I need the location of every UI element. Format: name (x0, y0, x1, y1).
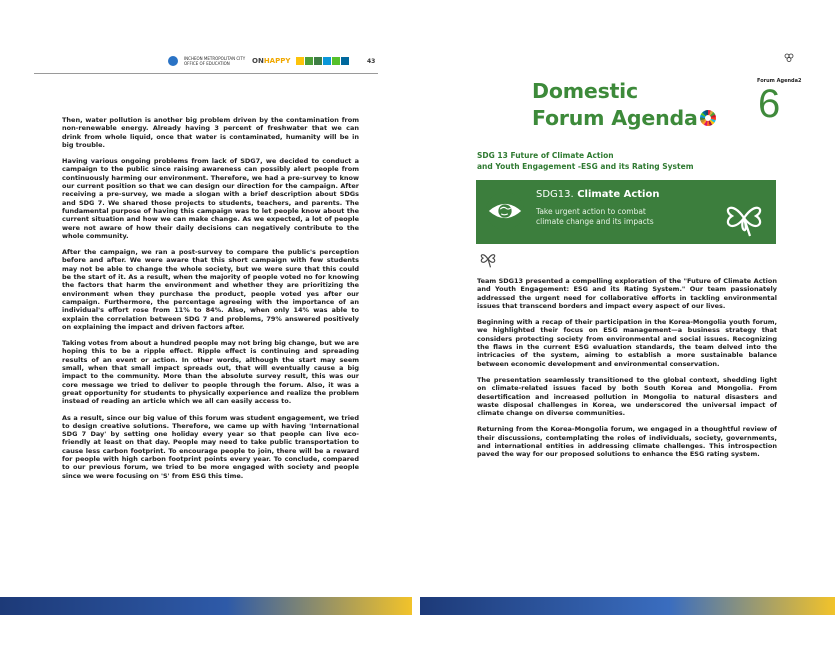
left-page (0, 0, 417, 645)
eye-globe-icon (486, 192, 524, 230)
paragraph: Beginning with a recap of their participation in the Korea-Mongolia youth forum, we highlighted their focus on ESG management—a business strategy that considers protecting society from environmental and social issues. Recognizing the flaws in the current ESG evaluation standards, the team delved into the intricacies of the system, aiming to establish a more sustainable balance between economic development and environmental conservation. (477, 318, 777, 368)
title-line-1: Domestic (532, 79, 638, 103)
clover-icon (783, 52, 795, 64)
right-body-text (477, 277, 777, 467)
subtitle (477, 150, 694, 172)
paragraph: The presentation seamlessly transitioned to the global context, shedding light on climate-related issues faced by both South Korea and Mongolia. From desertification and increased pollution in Mongolia to natural disasters and waste disposal challenges in Korea, we underscored the universal impact of climate change on diverse communities. (477, 375, 777, 418)
banner-description-line-2: climate change and its impacts (536, 217, 654, 226)
onhappy-logo (252, 57, 290, 65)
sdg16-icon (341, 57, 349, 65)
paragraph: Taking votes from about a hundred people may not bring big change, but we are hoping this to be a ripple effect. Ripple effect is continuing and spreading results of an event or action. In other words, although the start may seem small, when that small impact spreads out, that will eventually cause a big impact to the community. More than the absolute survey result, this was our core message we tried to deliver to people through the forum. Also, it was a great opportunity for students to physically experience and realize the problem instead of reading an article which we all can easily access to. (62, 339, 359, 406)
sdg14-icon (323, 57, 331, 65)
sdg13-icon (314, 57, 322, 65)
sdg-wheel-icon (700, 110, 716, 126)
header-logos (168, 56, 349, 66)
section-label: Forum Agenda2 (757, 78, 802, 84)
paragraph: Then, water pollution is another big problem driven by the contamination from non-renewable energy. Already having 3 percent of freshwater that we can drink from whole liquid, once that water is contaminated, humanity will be in big trouble. (62, 116, 359, 149)
title-line-2: Forum Agenda (532, 106, 698, 130)
small-clover-icon (478, 249, 498, 269)
footer-bar-right (420, 597, 835, 615)
paragraph: As a result, since our big value of this forum was student engagement, we tried to design creative solutions. Therefore, we came up with having 'International SDG 7 Day' by setting one holiday every year so that people can live eco-friendly at least on that day. People may need to take public transportation to cause less carbon footprint. To encourage people to join, there will be a reward for people with high carbon footprint points every year. To conclude, compared to our previous forum, we tried to be more engaged with society and people since we were focusing on 'S' from ESG this time. (62, 413, 359, 480)
paragraph: After the campaign, we ran a post-survey to compare the public's perception before and after. We were aware that this short campaign with few students may not be able to change the whole society, but we were sure that this could be the start of it. As a result, when the majority of people voted no for knowing the factors that harm the environment and whether they are prioritizing the environment when they purchase the product, people voted yes after our campaign. Furthermore, the percentage agreeing with the importance of an individual's effort rose from 11% to 84%. Also, when only 14% was able to explain the correlation between SDG 7 and problems, 79% answered positively on explaining the impact and driven factors after. (62, 248, 359, 331)
page-number: 43 (367, 58, 376, 65)
page-title (532, 78, 716, 132)
sdg7-icon (296, 57, 304, 65)
banner-description-line-1: Take urgent action to combat (536, 207, 646, 216)
paragraph: Having various ongoing problems from lack of SDG7, we decided to conduct a campaign to the public since raising awareness can possibly alert people from continuously harming our environment. Therefore, we had a pre-survey to know our current position so that we can design our direction for the campaign. After receiving a pre-survey, we made a slogan with a brief description about SDGs and SDG 7. We shared those projects to students, teachers, and parents. The fundamental purpose of having this campaign was to let people know about the current situation and how we can make change. As we expected, a lot of people were not aware of how their daily decisions can negatively contribute to the whole community. (62, 157, 359, 240)
footer-bar-left (0, 597, 412, 615)
subtitle-line-2: and Youth Engagement -ESG and its Rating System (477, 162, 694, 171)
banner-heading-bold: Climate Action (577, 189, 660, 200)
sdg-icons-strip (296, 57, 349, 65)
org-name: INCHEON METROPOLITAN CITY OFFICE OF EDUCATION (184, 56, 246, 66)
banner-heading (536, 189, 659, 200)
chapter-number: 6 (758, 82, 781, 126)
brand-prefix: ON (252, 57, 264, 65)
education-office-logo-icon (168, 56, 178, 66)
sdg15-icon (332, 57, 340, 65)
header-divider (34, 73, 378, 74)
banner-description (536, 207, 706, 227)
banner-heading-prefix: SDG13. (536, 189, 574, 200)
brand-highlight: HAPPY (263, 57, 291, 65)
left-body-text (62, 116, 359, 488)
sdg13-banner (476, 180, 776, 244)
spine-gap (412, 597, 420, 615)
subtitle-line-1: SDG 13 Future of Climate Action (477, 151, 614, 160)
clover-outline-icon (720, 196, 768, 240)
paragraph: Team SDG13 presented a compelling exploration of the "Future of Climate Action and Youth Engagement: ESG and its Rating System." Our team passionately addressed the urgent need for collaborative efforts in tackling environmental issues that transcend borders and impact every aspect of our lives. (477, 277, 777, 310)
paragraph: Returning from the Korea-Mongolia forum, we engaged in a thoughtful review of their discussions, contemplating the roles of individuals, society, governments, and international entities in addressing climate challenges. This introspection paved the way for our proposed solutions to enhance the ESG rating system. (477, 425, 777, 459)
sdg3-icon (305, 57, 313, 65)
title-line-2-wrap (532, 105, 716, 132)
